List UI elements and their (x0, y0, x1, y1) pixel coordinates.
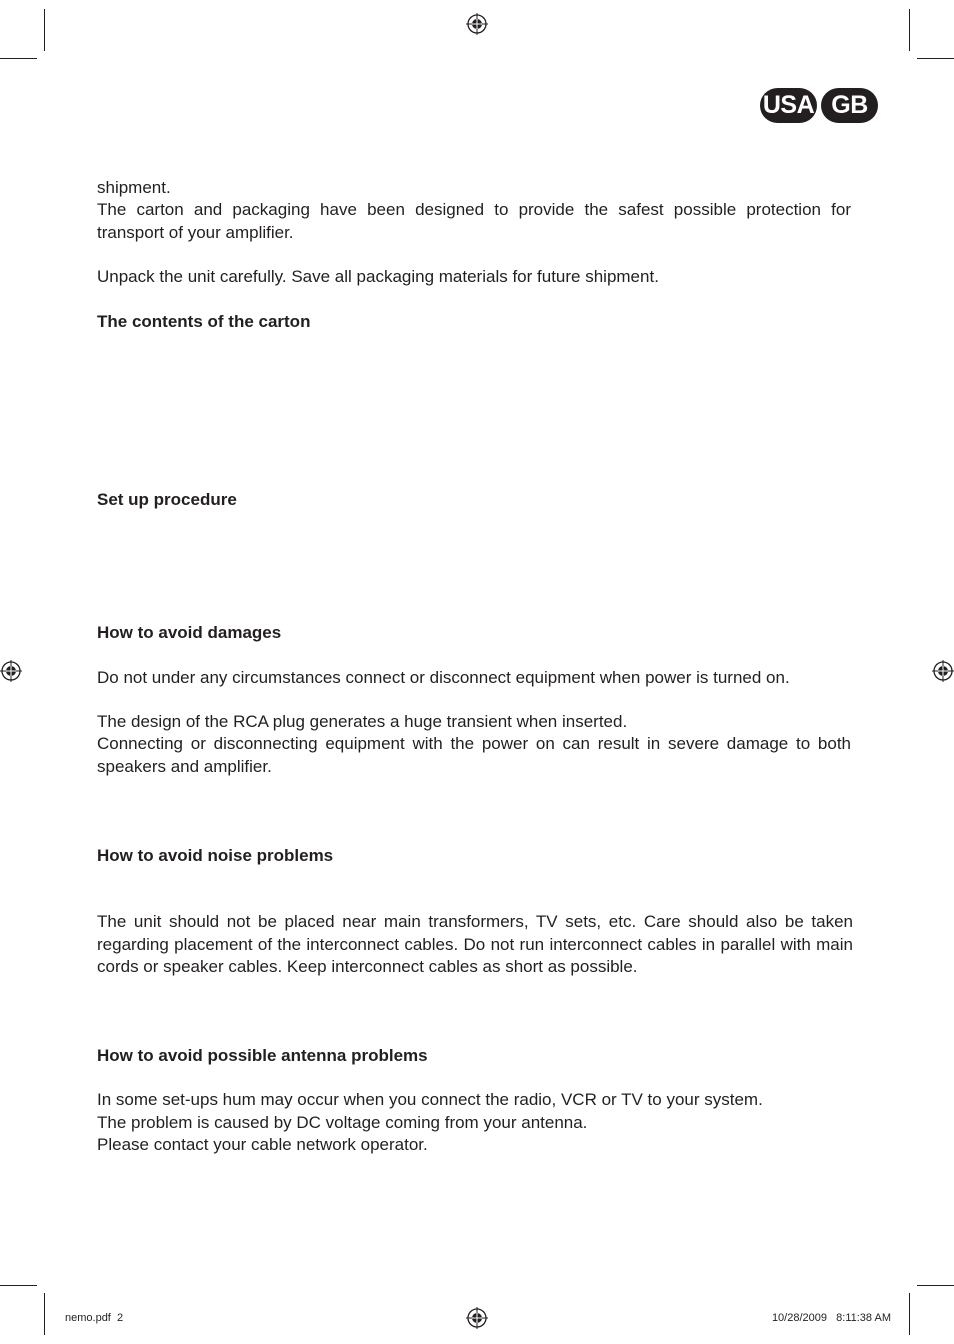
antenna-paragraph-1: In some set-ups hum may occur when you connect the radio, VCR or TV to your system. (97, 1090, 763, 1109)
heading-avoid-antenna: How to avoid possible antenna problems (97, 1046, 428, 1065)
intro-shipment: shipment. (97, 178, 171, 197)
damages-paragraph-3: Connecting or disconnecting equipment with the power on can result in severe damage to both speakers and amplifier. (97, 734, 851, 776)
crop-mark-top-right-horizontal (917, 58, 954, 59)
language-badge-usa: USA (760, 88, 817, 123)
registration-mark-top-icon (466, 13, 488, 35)
footer-file-name: nemo.pdf 2 (65, 1312, 124, 1324)
crop-mark-bottom-left-horizontal (0, 1285, 37, 1286)
crop-mark-top-left-horizontal (0, 58, 37, 59)
registration-mark-left-icon (0, 660, 22, 682)
noise-paragraph: The unit should not be placed near main transformers, TV sets, etc. Care should also be taken regarding placement of the interconnect cables. Do not run interconnect cables in parallel with main cords or speaker cables. Keep interconnect cables as short as possible. (97, 912, 853, 976)
crop-mark-bottom-right-horizontal (917, 1285, 954, 1286)
crop-mark-top-right-vertical (909, 9, 910, 51)
crop-mark-bottom-left-vertical (44, 1293, 45, 1335)
registration-mark-bottom-icon (466, 1307, 488, 1329)
intro-unpack: Unpack the unit carefully. Save all packaging materials for future shipment. (97, 267, 659, 286)
registration-mark-right-icon (932, 660, 954, 682)
antenna-paragraph-3: Please contact your cable network operator. (97, 1135, 428, 1154)
heading-set-up-procedure: Set up procedure (97, 490, 237, 509)
damages-paragraph-2: The design of the RCA plug generates a huge transient when inserted. (97, 712, 628, 731)
damages-paragraph-1: Do not under any circumstances connect or disconnect equipment when power is turned on. (97, 668, 790, 687)
heading-avoid-noise: How to avoid noise problems (97, 846, 334, 865)
crop-mark-top-left-vertical (44, 9, 45, 51)
language-badges (760, 88, 880, 124)
language-badge-gb: GB (821, 88, 878, 123)
heading-contents-of-carton: The contents of the carton (97, 312, 311, 331)
intro-packaging: The carton and packaging have been designed to provide the safest possible protection for transport of your amplifier. (97, 200, 851, 242)
heading-avoid-damages: How to avoid damages (97, 623, 282, 642)
footer-timestamp: 10/28/2009 8:11:38 AM (771, 1312, 891, 1324)
crop-mark-bottom-right-vertical (909, 1293, 910, 1335)
antenna-paragraph-2: The problem is caused by DC voltage coming from your antenna. (97, 1113, 588, 1132)
